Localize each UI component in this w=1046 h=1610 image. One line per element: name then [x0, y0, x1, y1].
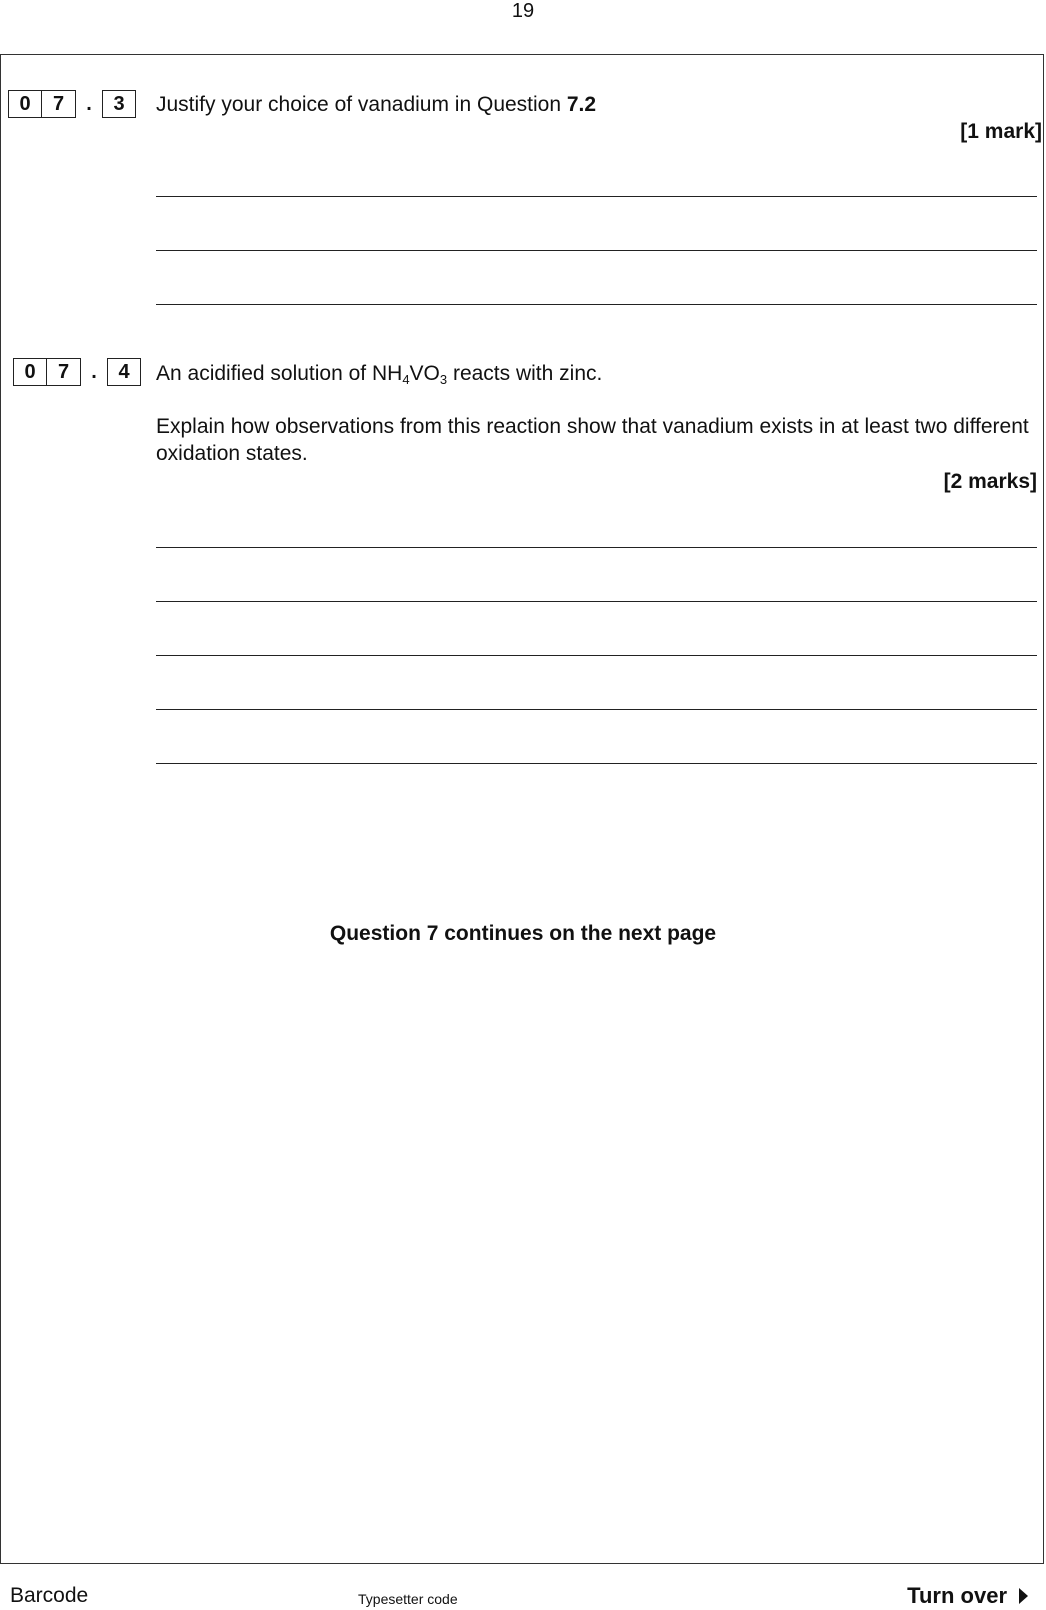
- answer-line[interactable]: [156, 601, 1037, 602]
- question-separator: .: [91, 361, 97, 383]
- question-digit: 7: [42, 90, 76, 118]
- question-7-3-prompt: Justify your choice of vanadium in Question: [156, 93, 567, 116]
- question-part: 3: [102, 90, 136, 118]
- answer-line[interactable]: [156, 763, 1037, 764]
- question-7-4-text: Explain how observations from this reaction show that vanadium exists in at least two different oxidation states.: [156, 415, 1029, 465]
- answer-line[interactable]: [156, 304, 1037, 305]
- answer-frame: [0, 54, 1044, 1564]
- question-digit: 0: [13, 358, 47, 386]
- answer-line[interactable]: [156, 547, 1037, 548]
- arrow-right-icon: [1019, 1588, 1028, 1604]
- question-number-7-4: [13, 358, 141, 386]
- intro-pre: An acidified solution of NH: [156, 362, 403, 385]
- question-separator: .: [86, 93, 92, 115]
- marks-7-4: [2 marks]: [943, 470, 1037, 493]
- question-part: 4: [107, 358, 141, 386]
- typesetter-code: Typesetter code: [358, 1591, 458, 1607]
- question-7-3-text: [156, 91, 596, 118]
- question-digit: 7: [47, 358, 81, 386]
- answer-line[interactable]: [156, 709, 1037, 710]
- question-ref: 7.2: [566, 93, 597, 116]
- answer-line[interactable]: [156, 250, 1037, 251]
- subscript: 3: [439, 372, 448, 387]
- question-7-4-intro: [156, 360, 602, 393]
- subscript: 4: [402, 372, 410, 387]
- turn-over: [907, 1583, 1028, 1609]
- page-number: 19: [511, 0, 535, 22]
- answer-line[interactable]: [156, 196, 1037, 197]
- intro-mid: VO: [409, 362, 440, 385]
- marks-7-3: [1 mark]: [960, 120, 1042, 143]
- turn-over-label: Turn over: [907, 1583, 1007, 1608]
- continues-note: Question 7 continues on the next page: [329, 922, 717, 945]
- question-number-7-3: [8, 90, 136, 118]
- answer-line[interactable]: [156, 655, 1037, 656]
- question-digit: 0: [8, 90, 42, 118]
- barcode-label: Barcode: [10, 1584, 89, 1607]
- intro-post: reacts with zinc.: [447, 362, 603, 385]
